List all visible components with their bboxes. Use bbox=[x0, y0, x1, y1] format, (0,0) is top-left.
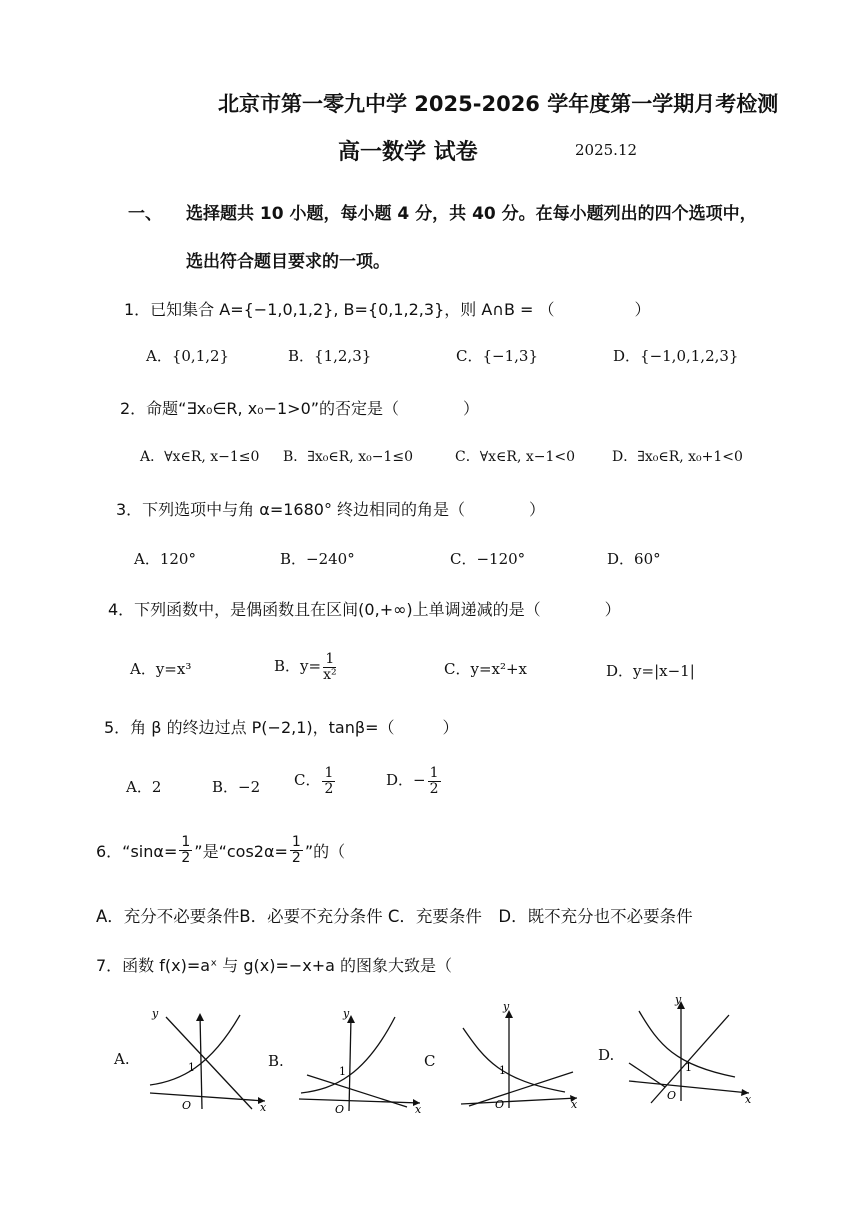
x-axis bbox=[150, 1093, 265, 1101]
graph-label-d: D. bbox=[598, 1046, 615, 1064]
q4-option-b-label: B．y= bbox=[274, 657, 322, 676]
origin-label: O bbox=[667, 1089, 677, 1102]
fraction-numerator: 1 bbox=[324, 765, 334, 781]
subject-title: 高一数学 试卷 bbox=[338, 140, 478, 165]
school-title: 北京市第一零九中学 2025-2026 学年度第一学期月考检测 bbox=[218, 92, 779, 116]
q3-option-a: A．120° bbox=[134, 550, 196, 568]
question-1-stem: 1．已知集合 A={−1,0,1,2}, B={0,1,2,3}，则 A∩B = （ ） bbox=[124, 300, 651, 319]
origin-label: O bbox=[335, 1103, 345, 1116]
q4-option-d: D．y=|x−1| bbox=[606, 662, 695, 680]
fraction-numerator: 1 bbox=[429, 765, 439, 781]
section-instruction-line2: 选出符合题目要求的一项。 bbox=[186, 252, 390, 272]
q6-stem-prefix: 6．“sinα= bbox=[96, 841, 178, 861]
q3-option-d: D．60° bbox=[607, 550, 661, 568]
line-graph bbox=[307, 1075, 407, 1107]
fraction-denominator: 2 bbox=[429, 780, 439, 797]
fraction-numerator: 1 bbox=[325, 651, 335, 667]
q2-option-a: A．∀x∈R, x−1≤0 bbox=[140, 449, 260, 465]
q1-option-d: D．{−1,0,1,2,3} bbox=[613, 347, 739, 365]
q2-option-d: D．∃x₀∈R, x₀+1<0 bbox=[612, 449, 743, 465]
q5-option-c-label: C． bbox=[294, 771, 321, 790]
x-axis bbox=[299, 1099, 420, 1103]
q4-option-c: C．y=x²+x bbox=[444, 660, 528, 678]
fraction-denominator: 2 bbox=[181, 849, 191, 866]
exp-curve bbox=[463, 1028, 565, 1092]
q6-fraction-2 bbox=[290, 835, 303, 865]
y-axis-arrow bbox=[196, 1013, 204, 1021]
y-axis-label: y bbox=[503, 1000, 510, 1013]
x-axis-label: x bbox=[745, 1093, 752, 1106]
fraction-denominator: 2 bbox=[324, 780, 334, 797]
q6-options: A．充分不必要条件B．必要不充分条件 C．充要条件 D．既不充分也不必要条件 bbox=[96, 907, 693, 926]
section-number: 一、 bbox=[128, 204, 162, 224]
graph-b bbox=[295, 1005, 425, 1119]
graph-d bbox=[625, 995, 755, 1109]
q4-option-b-fraction bbox=[323, 652, 337, 682]
q3-option-c: C．−120° bbox=[450, 550, 526, 568]
q6-stem-suffix: ”的（ bbox=[304, 841, 346, 861]
q1-option-a: A．{0,1,2} bbox=[146, 347, 230, 365]
q6-fraction-1 bbox=[179, 835, 192, 865]
question-4-stem: 4．下列函数中，是偶函数且在区间(0,+∞)上单调递减的是（ ） bbox=[108, 600, 621, 619]
q1-option-b: B．{1,2,3} bbox=[288, 347, 372, 365]
q5-option-b: B．−2 bbox=[212, 778, 261, 796]
q2-option-b: B．∃x₀∈R, x₀−1≤0 bbox=[283, 449, 413, 465]
y-axis-label: y bbox=[343, 1007, 350, 1020]
x-axis-label: x bbox=[571, 1098, 578, 1111]
question-5-stem: 5．角 β 的终边过点 P(−2,1)，tanβ=（ ） bbox=[104, 718, 459, 737]
exp-curve bbox=[150, 1015, 240, 1085]
graph-a bbox=[140, 1005, 270, 1119]
fraction-denominator: x² bbox=[323, 666, 337, 683]
question-3-stem: 3．下列选项中与角 α=1680° 终边相同的角是（ ） bbox=[116, 500, 546, 519]
q5-option-d bbox=[386, 766, 443, 796]
q5-option-c bbox=[294, 766, 337, 796]
q5-option-a: A．2 bbox=[126, 778, 162, 796]
q6-stem-mid: ”是“cos2α= bbox=[194, 841, 288, 861]
x-axis bbox=[629, 1081, 749, 1093]
exp-curve bbox=[301, 1017, 395, 1093]
graph-label-a: A. bbox=[114, 1050, 130, 1068]
tick-one-label: 1 bbox=[339, 1065, 346, 1078]
q4-option-a: A．y=x³ bbox=[130, 660, 192, 678]
tick-one-label: 1 bbox=[685, 1061, 692, 1074]
origin-label: O bbox=[182, 1099, 192, 1112]
x-axis-label: x bbox=[415, 1103, 422, 1116]
q5-option-d-label: D．− bbox=[386, 771, 426, 790]
fraction-denominator: 2 bbox=[291, 849, 301, 866]
graph-label-b: B. bbox=[268, 1052, 284, 1070]
origin-label: O bbox=[495, 1098, 505, 1111]
fraction-numerator: 1 bbox=[291, 834, 301, 850]
q5-option-c-fraction bbox=[322, 766, 335, 796]
graph-c bbox=[455, 1000, 585, 1114]
q4-option-b bbox=[274, 652, 339, 682]
section-instruction-line1: 选择题共 10 小题，每小题 4 分，共 40 分。在每小题列出的四个选项中， bbox=[186, 204, 757, 224]
fraction-numerator: 1 bbox=[181, 834, 191, 850]
y-axis bbox=[200, 1015, 202, 1109]
q2-option-c: C．∀x∈R, x−1<0 bbox=[455, 449, 576, 465]
y-axis bbox=[349, 1017, 351, 1111]
exam-date: 2025.12 bbox=[575, 141, 638, 159]
q1-option-c: C．{−1,3} bbox=[456, 347, 538, 365]
question-7-stem: 7．函数 f(x)=aˣ 与 g(x)=−x+a 的图象大致是（ bbox=[96, 956, 453, 975]
question-2-stem: 2．命题“∃x₀∈R, x₀−1>0”的否定是（ ） bbox=[120, 399, 480, 418]
graph-label-c: C bbox=[424, 1052, 436, 1070]
q5-option-d-fraction bbox=[428, 766, 441, 796]
y-axis-label: y bbox=[675, 993, 682, 1006]
tick-one-label: 1 bbox=[188, 1061, 195, 1074]
q3-option-b: B．−240° bbox=[280, 550, 355, 568]
question-6-stem bbox=[96, 835, 345, 865]
x-axis-label: x bbox=[260, 1101, 267, 1114]
y-axis-label: y bbox=[152, 1007, 159, 1020]
tick-one-label: 1 bbox=[499, 1064, 506, 1077]
